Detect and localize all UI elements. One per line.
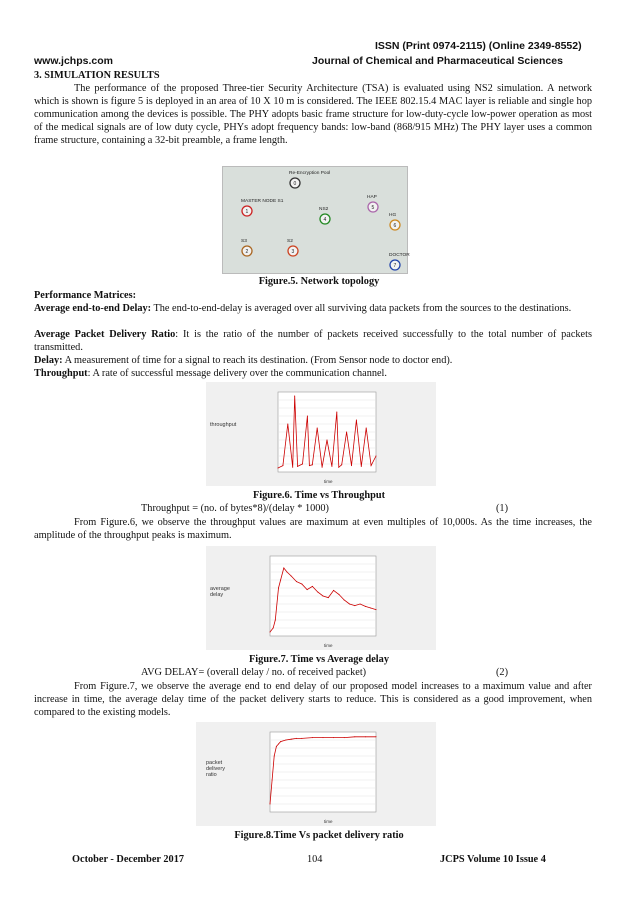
data-point xyxy=(333,737,334,738)
data-point xyxy=(341,464,342,465)
metric-text: A measurement of time for a signal to reach its destination. (From Sensor node to doctor end). xyxy=(62,355,453,366)
data-point xyxy=(323,737,324,738)
metric-term: Average end-to-end Delay: xyxy=(34,303,152,314)
node-number: 0 xyxy=(293,181,297,187)
data-point xyxy=(349,604,350,605)
data-point xyxy=(294,396,295,397)
data-point xyxy=(336,412,337,413)
data-point xyxy=(344,600,345,601)
data-point xyxy=(278,468,279,469)
data-point xyxy=(346,432,347,433)
data-point xyxy=(275,620,276,621)
data-point xyxy=(360,604,361,605)
data-point xyxy=(323,596,324,597)
chart-xlabel: time xyxy=(324,819,333,824)
data-point xyxy=(317,428,318,429)
data-point xyxy=(296,581,297,582)
ylabel-line: average xyxy=(210,586,230,592)
data-point xyxy=(354,605,355,606)
node-label: S3 xyxy=(241,239,247,244)
node-label: HAP xyxy=(367,195,377,200)
data-point xyxy=(278,588,279,589)
data-point xyxy=(312,586,313,587)
chart-xlabel: time xyxy=(324,479,333,484)
data-point xyxy=(338,467,339,468)
data-point xyxy=(301,738,302,739)
metric-packet-delivery-ratio xyxy=(34,328,592,354)
equation-number: (2) xyxy=(496,667,509,678)
data-point xyxy=(322,467,323,468)
journal-name: Journal of Chemical and Pharmaceutical Sciences xyxy=(312,55,563,67)
data-point xyxy=(282,465,283,466)
data-point xyxy=(272,780,273,781)
chart-ylabel: throughput xyxy=(210,422,237,428)
chart-ylabel xyxy=(210,586,230,598)
data-point xyxy=(287,424,288,425)
metric-term: Throughput xyxy=(34,368,88,379)
average-delay-plot xyxy=(256,552,404,642)
metric-term: Average Packet Delivery Ratio xyxy=(34,329,176,340)
data-point xyxy=(291,576,292,577)
data-point xyxy=(297,466,298,467)
packet-delivery-chart xyxy=(196,722,436,826)
data-point xyxy=(356,420,357,421)
figure8-caption: Figure.8.Time Vs packet delivery ratio xyxy=(234,830,404,841)
section-title: 3. SIMULATION RESULTS xyxy=(34,70,160,81)
ylabel-line: delivery xyxy=(206,766,225,772)
throughput-equation: Throughput = (no. of bytes*8)/(delay * 1000) xyxy=(141,503,329,514)
data-point xyxy=(276,746,277,747)
node-label: HG xyxy=(389,213,397,218)
data-point xyxy=(338,594,339,595)
packet-delivery-plot xyxy=(256,728,404,818)
data-point xyxy=(312,737,313,738)
data-point xyxy=(331,466,332,467)
node-number: 7 xyxy=(393,263,397,269)
issn-header: ISSN (Print 0974-2115) (Online 2349-8552) xyxy=(375,40,582,52)
average-delay-chart xyxy=(206,546,436,650)
data-point xyxy=(270,632,271,633)
data-point xyxy=(302,464,303,465)
data-point xyxy=(370,608,371,609)
data-point xyxy=(333,590,334,591)
data-point xyxy=(344,737,345,738)
metrics-heading: Performance Matrices: xyxy=(34,290,137,301)
node-number: 2 xyxy=(245,249,249,255)
footer-page-number: 104 xyxy=(307,854,323,865)
metric-text: : A rate of successful message delivery over the communication channel. xyxy=(87,368,387,379)
data-point xyxy=(278,744,279,745)
data-point xyxy=(361,466,362,467)
data-point xyxy=(273,628,274,629)
intro-paragraph: The performance of the proposed Three-tier Security Architecture (TSA) is evaluated using NS2 simulation. A network which is shown is figure 5 is deployed in an area of 10 X 10 m is considered. The IEEE 802.15.4 MAC layer is reliable and single hop communication among the devices is possible. The PHY adopts basic frame structure for low-duty-cycle low-power operation as most of the medical signals are of low duty cycle, PHYs adopt frequency bands: low-band (868/915 MHz) The PHY layer uses a common frame structure, containing a 32-bit preamble, a frame length. xyxy=(34,83,592,146)
data-point xyxy=(301,584,302,585)
node-number: 3 xyxy=(291,249,295,255)
ylabel-line: packet xyxy=(206,760,223,766)
data-point xyxy=(351,465,352,466)
node-label: DOCTOR xyxy=(389,253,410,258)
data-point xyxy=(376,736,377,737)
data-point xyxy=(270,804,271,805)
data-point xyxy=(283,568,284,569)
data-point xyxy=(365,736,366,737)
data-point xyxy=(317,592,318,593)
equation-number: (1) xyxy=(496,503,509,514)
figure7-paragraph: From Figure.7, we observe the average end to end delay of our proposed model increases to a maximum value and after increase in time, the average delay time of the packet delivery starts to reduce. This is considered as a good improvement, when compared to the existing models. xyxy=(34,681,592,718)
data-point xyxy=(274,756,275,757)
data-point xyxy=(307,589,308,590)
metric-text: The end-to-end-delay is averaged over all surviving data packets from the sources to the destinations. xyxy=(151,303,572,314)
data-point xyxy=(327,440,328,441)
node-number: 4 xyxy=(323,217,327,223)
data-point xyxy=(328,597,329,598)
ylabel-line: delay xyxy=(210,592,224,598)
data-point xyxy=(366,428,367,429)
data-point xyxy=(291,739,292,740)
footer-volume: JCPS Volume 10 Issue 4 xyxy=(440,854,546,865)
node-number: 1 xyxy=(245,209,249,215)
data-point xyxy=(376,456,377,457)
data-point xyxy=(371,465,372,466)
data-point xyxy=(292,467,293,468)
network-topology-diagram xyxy=(223,167,410,273)
metric-throughput xyxy=(34,367,592,380)
metric-text: : It is the ratio of the number of packets received successfully to the total number of packets transmitted. xyxy=(34,329,592,353)
data-point xyxy=(296,738,297,739)
figure7-caption: Figure.7. Time vs Average delay xyxy=(249,654,389,665)
topology-background xyxy=(223,167,407,273)
metric-term: Delay: xyxy=(34,355,63,366)
chart-xlabel: time xyxy=(324,643,333,648)
data-point xyxy=(280,580,281,581)
data-point xyxy=(285,740,286,741)
avg-delay-equation: AVG DELAY= (overall delay / no. of received packet) xyxy=(141,667,367,678)
node-number: 5 xyxy=(371,205,375,211)
chart-ylabel xyxy=(206,760,225,778)
data-point xyxy=(354,736,355,737)
figure5-caption: Figure.5. Network topology xyxy=(258,276,380,287)
data-point xyxy=(307,416,308,417)
figure6-paragraph: From Figure.6, we observe the throughput values are maximum at even multiples of 10,000s. As the time increases, the amplitude of the throughput peaks is maximum. xyxy=(34,517,592,541)
node-label: S2 xyxy=(287,239,293,244)
node-label: Re-Encryption Pool xyxy=(289,171,331,176)
metric-end-to-end-delay xyxy=(34,302,592,315)
node-label: NS2 xyxy=(319,207,329,212)
data-point xyxy=(312,464,313,465)
data-point xyxy=(309,465,310,466)
network-topology-figure xyxy=(222,166,408,274)
journal-site-link[interactable]: www.jchps.com xyxy=(34,55,113,67)
node-label: MASTER NODE S1 xyxy=(241,199,284,204)
throughput-chart xyxy=(206,382,436,486)
throughput-plot xyxy=(264,388,404,478)
footer-date: October - December 2017 xyxy=(72,854,184,865)
node-number: 6 xyxy=(393,223,397,229)
data-point xyxy=(286,572,287,573)
data-point xyxy=(376,609,377,610)
metric-delay xyxy=(34,354,592,367)
data-point xyxy=(280,741,281,742)
figure6-caption: Figure.6. Time vs Throughput xyxy=(252,490,386,501)
ylabel-line: ratio xyxy=(206,772,217,778)
data-point xyxy=(365,606,366,607)
